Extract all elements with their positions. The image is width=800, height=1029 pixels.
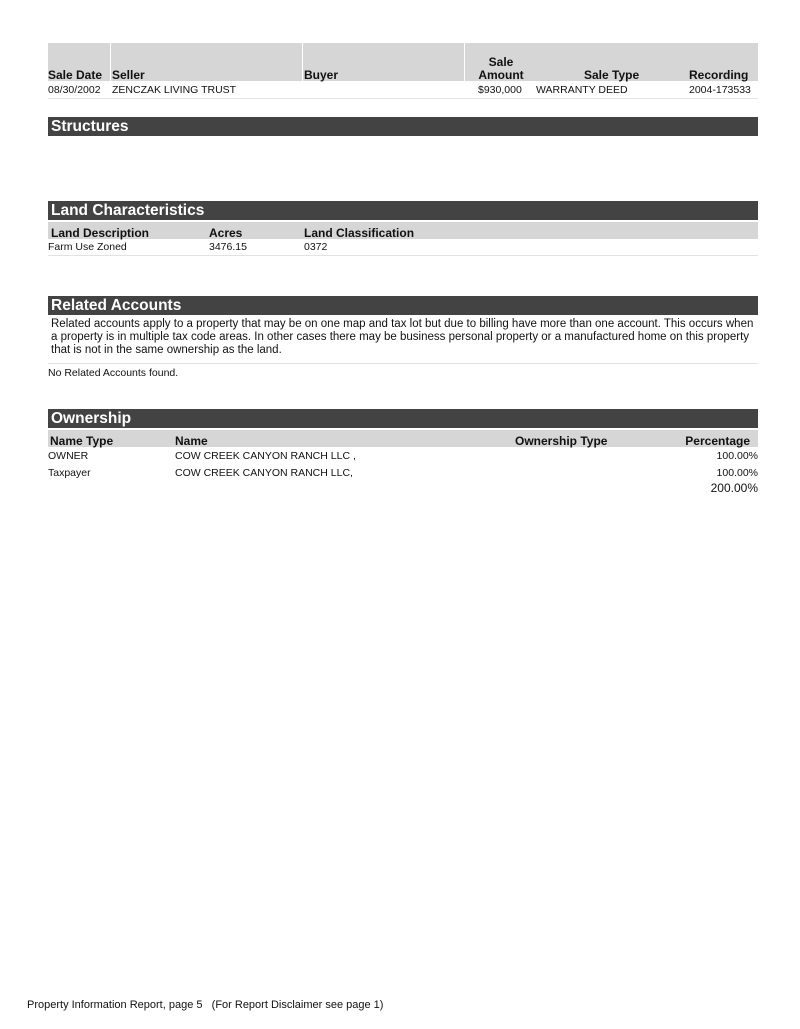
ownership-header-row [48, 430, 758, 447]
land-header-row [48, 222, 758, 239]
recording-header: Recording [689, 68, 749, 82]
column-divider [464, 43, 465, 81]
percentage-cell: 100.00% [716, 467, 758, 479]
sales-header-row [48, 43, 758, 81]
row-divider [48, 98, 758, 99]
ownership-section-title: Ownership [48, 409, 758, 428]
acres-header: Acres [209, 226, 243, 240]
name-header: Name [175, 434, 208, 448]
related-accounts-description: Related accounts apply to a property that may be on one map and tax lot but due to billing have more than one account. This occurs when a property is in multiple tax code areas. In other cases there may be business personal property or a manufactured home on this property that is not in the same ownership as the land. [51, 318, 754, 356]
related-section-title: Related Accounts [48, 296, 758, 315]
structures-section-title: Structures [48, 117, 758, 136]
table-row [48, 84, 758, 98]
ownership-total: 200.00% [710, 481, 758, 495]
column-divider [302, 43, 303, 81]
row-divider [48, 363, 758, 364]
sale-type-cell: WARRANTY DEED [536, 84, 628, 96]
name-type-header: Name Type [50, 434, 114, 448]
recording-cell: 2004-173533 [689, 84, 751, 96]
no-related-accounts-message: No Related Accounts found. [48, 367, 179, 379]
percentage-cell: 100.00% [716, 450, 758, 462]
buyer-header: Buyer [304, 68, 339, 82]
percentage-header: Percentage [685, 434, 750, 448]
sale-date-header: Sale Date [48, 68, 103, 82]
land-classification-header: Land Classification [304, 226, 415, 240]
land-description-cell: Farm Use Zoned [48, 241, 127, 253]
table-row [48, 241, 758, 255]
land-description-header: Land Description [51, 226, 150, 240]
ownership-type-header: Ownership Type [515, 434, 608, 448]
sale-amount-header-line1: Sale [488, 55, 514, 69]
sale-amount-cell: $930,000 [478, 84, 522, 96]
land-section-title: Land Characteristics [48, 201, 758, 220]
acres-cell: 3476.15 [209, 241, 247, 253]
sale-type-header: Sale Type [584, 68, 640, 82]
name-type-cell: Taxpayer [48, 467, 91, 479]
sale-date-cell: 08/30/2002 [48, 84, 101, 96]
page-footer: Property Information Report, page 5 (For Report Disclaimer see page 1) [27, 999, 384, 1011]
name-type-cell: OWNER [48, 450, 89, 462]
name-cell: COW CREEK CANYON RANCH LLC , [175, 450, 356, 462]
seller-cell: ZENCZAK LIVING TRUST [112, 84, 237, 96]
seller-header: Seller [112, 68, 145, 82]
table-row [48, 450, 758, 464]
row-divider [48, 255, 758, 256]
column-divider [110, 43, 111, 81]
table-row [48, 467, 758, 481]
land-classification-cell: 0372 [304, 241, 328, 253]
name-cell: COW CREEK CANYON RANCH LLC, [175, 467, 353, 479]
sale-amount-header-line2: Amount [478, 68, 524, 82]
